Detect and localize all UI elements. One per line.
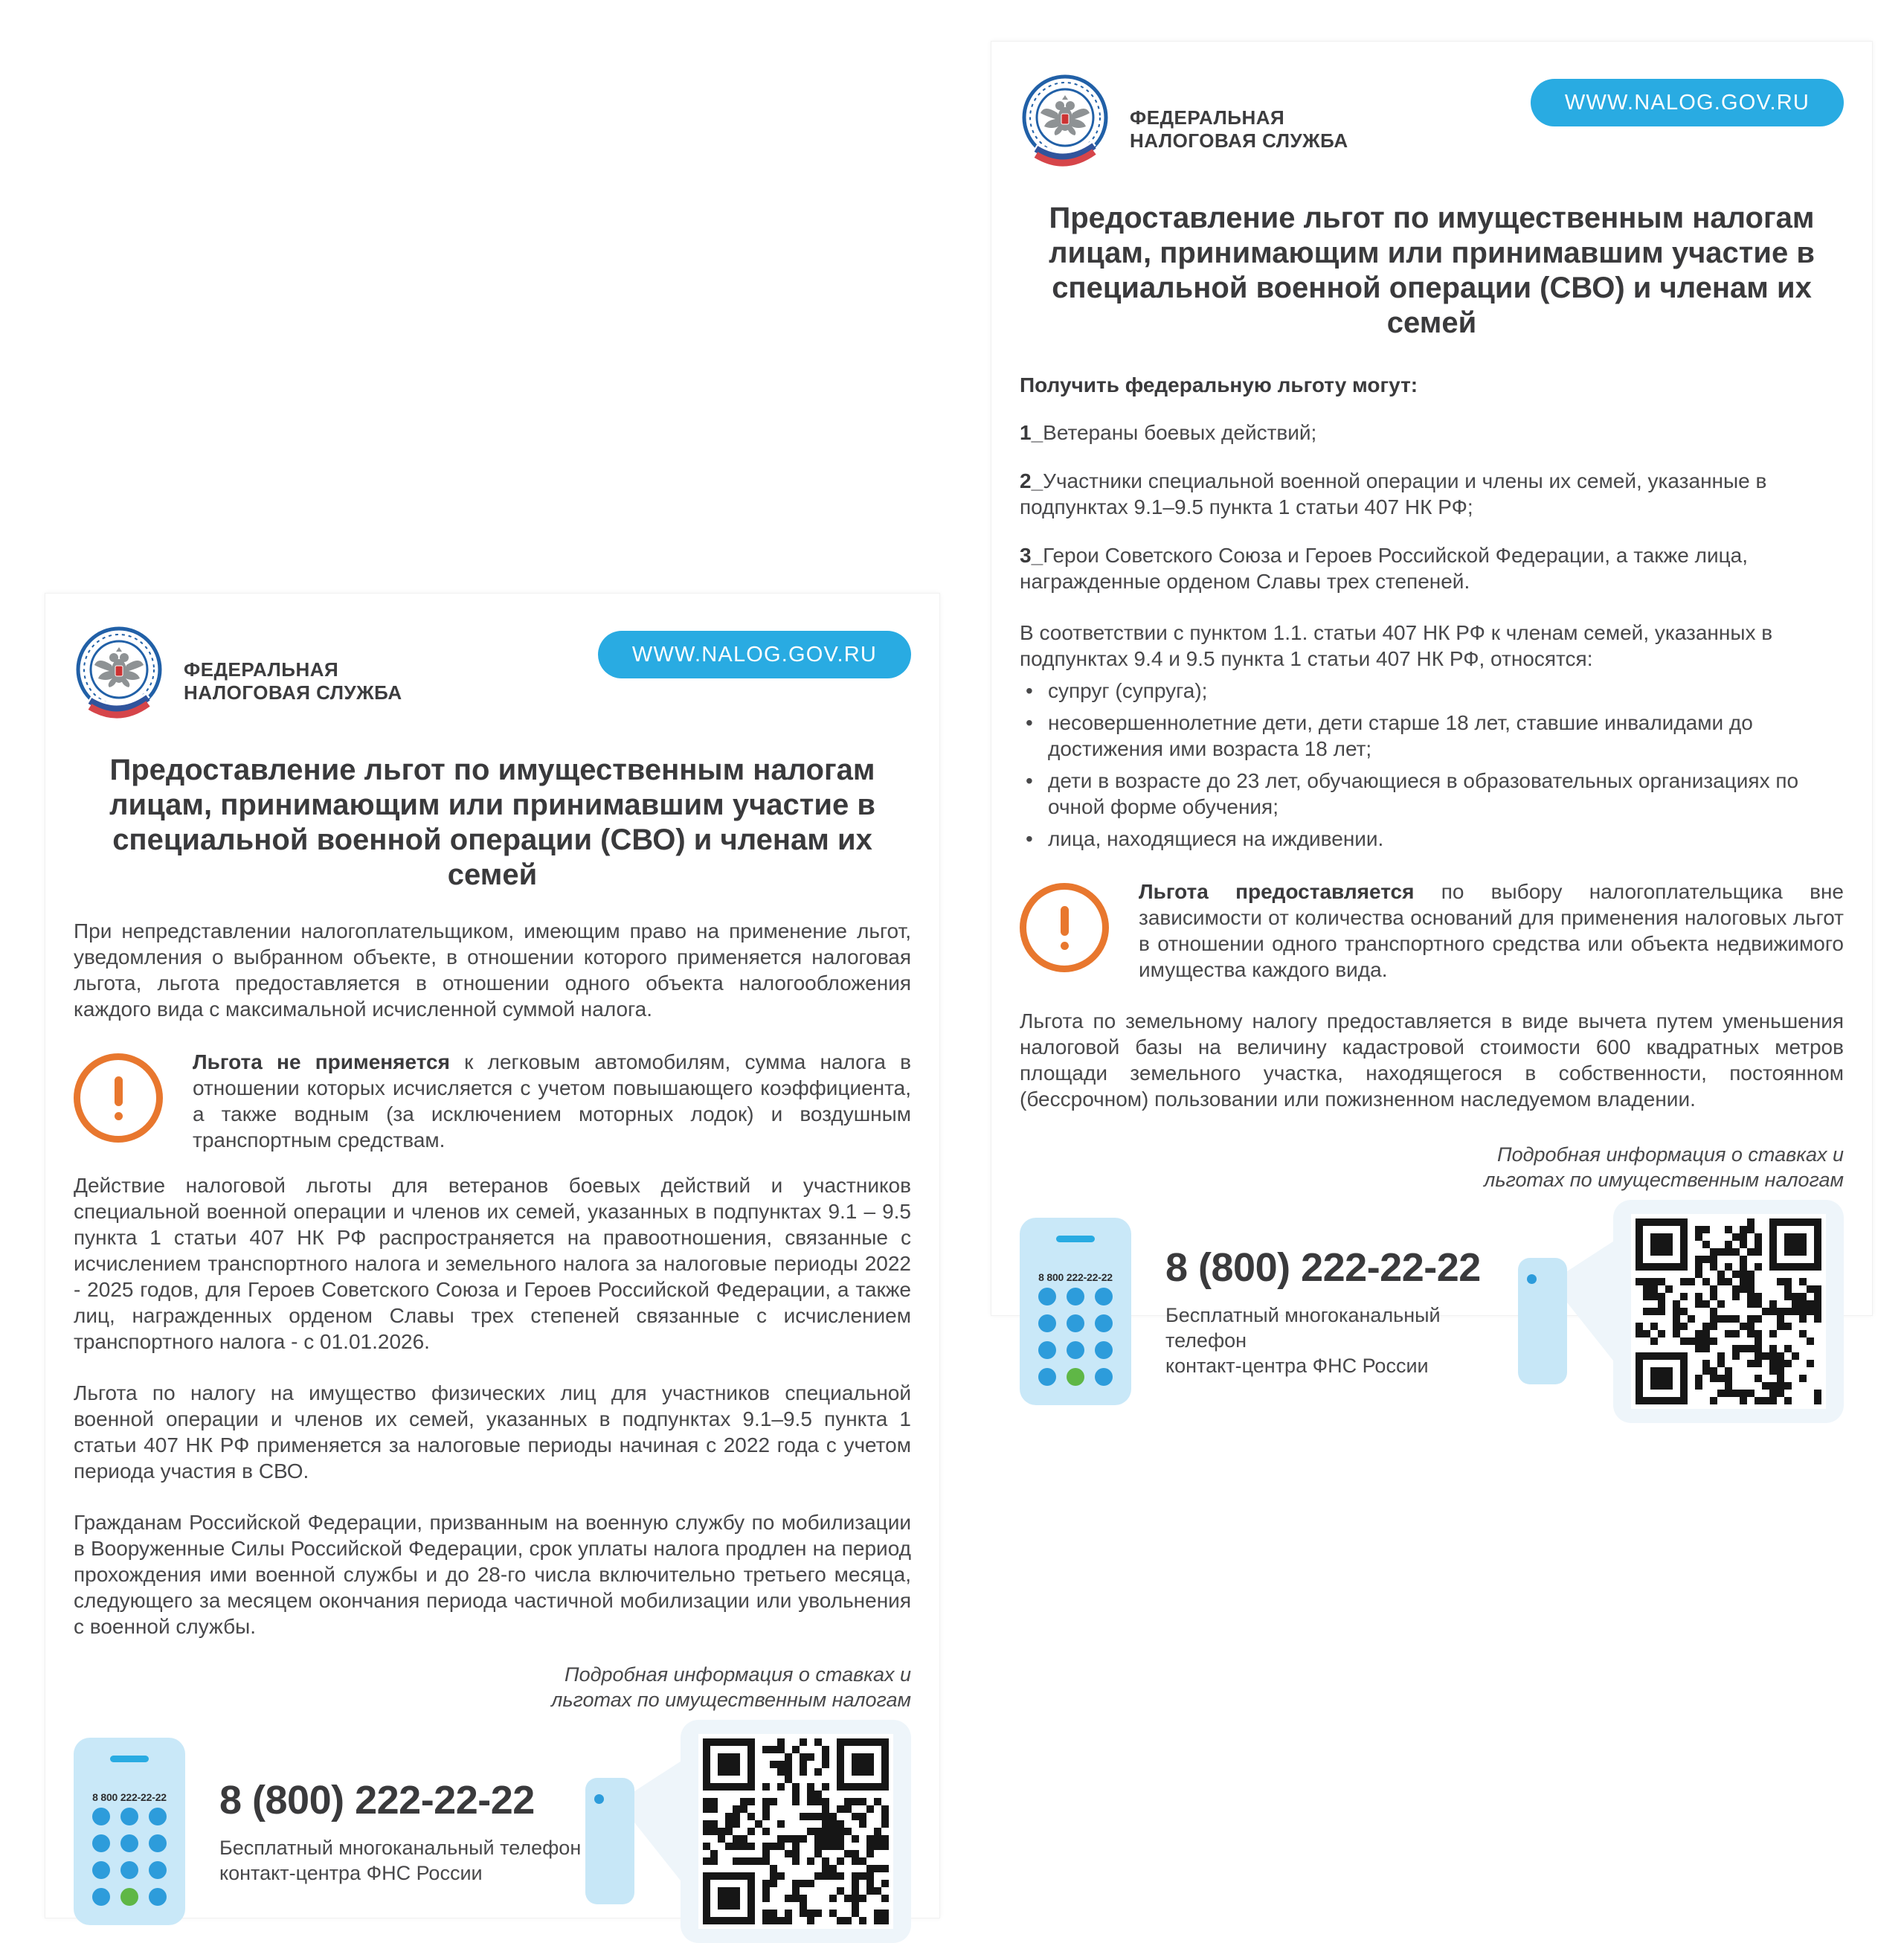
camera-dot-icon: [1527, 1274, 1537, 1284]
phone-caption-line1: Бесплатный многоканальный телефон: [1165, 1304, 1441, 1352]
smartphone-icon: [585, 1778, 634, 1904]
website-button[interactable]: WWW.NALOG.GOV.RU: [1531, 79, 1844, 126]
bullet-text: супруг (супруга);: [1048, 679, 1208, 702]
item-number: 2_: [1020, 469, 1043, 492]
phone-icon: [1020, 1218, 1131, 1405]
phone-speaker-slot: [1056, 1236, 1095, 1242]
warning-text: [1139, 879, 1844, 983]
qr-caption-line2: льготах по имущественным налогам: [1484, 1169, 1844, 1191]
agency-line1: ФЕДЕРАЛЬНАЯ: [1130, 106, 1285, 129]
title-line2: лицам, принимающим или принимавшим участие в: [1049, 237, 1815, 269]
smartphone-icon: [1518, 1258, 1567, 1384]
phone-speaker-slot: [110, 1756, 149, 1762]
qr-caption-line1: Подробная информация о ставках и: [1497, 1143, 1844, 1166]
bullet-text: несовершеннолетние дети, дети старше 18 лет, ставшие инвалидами до достижения ими возраста 18 лет;: [1048, 711, 1753, 760]
qr-caption-line2: льготах по имущественным налогам: [551, 1689, 911, 1711]
contact-row: [74, 1720, 911, 1943]
fns-logo-icon: [74, 626, 164, 736]
warning-bold-text: Льгота предоставляется: [1139, 880, 1415, 903]
bullet-text: лица, находящиеся на иждивении.: [1048, 827, 1384, 850]
page-header: [74, 626, 911, 736]
phone-info: [1165, 1245, 1518, 1378]
page-header: [1020, 74, 1844, 184]
qr-caption: [1020, 1142, 1844, 1192]
paragraph-property-tax: Льгота по налогу на имущество физических лиц для участников специальной военной операции и членов их семей, указанных в подпунктах 9.1–9.5 пункта 1 статьи 407 НК РФ применяется за налоговые периоды начиная с 2022 года с учетом периода участия в СВО.: [74, 1381, 911, 1483]
phone-number: 8 (800) 222-22-22: [219, 1778, 535, 1822]
agency-name: [1130, 106, 1348, 152]
family-bullet-list: [1020, 678, 1844, 852]
list-item: [1020, 826, 1844, 852]
phone-info: [219, 1777, 581, 1886]
bullet-icon: •: [1026, 679, 1033, 702]
agency-name: [184, 658, 402, 704]
phone-keypad-dots: [1038, 1288, 1113, 1386]
qr-block: [1518, 1200, 1844, 1423]
bullet-text: дети в возрасте до 23 лет, обучающиеся в образовательных организациях по очной форме обучения;: [1048, 769, 1799, 818]
phone-icon: [74, 1738, 185, 1925]
list-item-3: [1020, 542, 1844, 594]
item-text: Ветераны боевых действий;: [1043, 421, 1317, 444]
page-title: [1020, 201, 1844, 341]
land-tax-paragraph: Льгота по земельному налогу предоставляется в виде вычета путем уменьшения налоговой базы на величину кадастровой стоимости 600 квадратных метров площади земельного участка, находящегося в собственности, постоянном (бессрочном) пользовании или пожизненном наследуемом владении.: [1020, 1009, 1844, 1111]
title-line3: специальной военной операции (СВО) и членам их семей: [112, 823, 872, 891]
agency-line2: НАЛОГОВАЯ СЛУЖБА: [1130, 129, 1348, 152]
qr-code: [1631, 1214, 1826, 1409]
page-left: [45, 593, 940, 1918]
page-title: [74, 753, 911, 893]
phone-caption-line2: контакт-центра ФНС России: [219, 1862, 483, 1884]
item-text: Герои Советского Союза и Героев Российской Федерации, а также лица, награжденные орденом Славы трех степеней.: [1020, 544, 1748, 593]
family-intro: В соответствии с пунктом 1.1. статьи 407 НК РФ к членам семей, указанных в подпунктах 9.4 и 9.5 пункта 1 статьи 407 НК РФ, относятся:: [1020, 621, 1773, 670]
phone-caption-line1: Бесплатный многоканальный телефон: [219, 1837, 582, 1859]
list-item-1: [1020, 420, 1844, 446]
bullet-icon: •: [1026, 827, 1033, 850]
warning-text: [193, 1049, 911, 1153]
warning-block: [1020, 879, 1844, 983]
warning-rest-text: к легковым автомобилям, сумма налога в отношении которых исчисляется с учетом повышающего коэффициента, а также водным (за исключением моторных лодок) и воздушным транспортным средствам.: [193, 1050, 911, 1152]
item-number: 1_: [1020, 421, 1043, 444]
paragraph-notification: При непредставлении налогоплательщиком, имеющим право на применение льгот, уведомления о выбранном объекте, в отношении которого применяется налоговая льгота, льгота предоставляется в отношении одного объекта налогообложения каждого вида с максимальной исчисленной суммой налога.: [74, 919, 911, 1021]
page-right: [991, 41, 1873, 1377]
website-button[interactable]: WWW.NALOG.GOV.RU: [598, 631, 911, 678]
agency-line2: НАЛОГОВАЯ СЛУЖБА: [184, 681, 402, 704]
warning-bold-text: Льгота не применяется: [193, 1050, 450, 1073]
warning-rest-text: по выбору налогоплательщика вне зависимости от количества оснований для применения налоговых льгот в отношении одного транспортного средства или объекта недвижимого имущества каждого вида.: [1139, 880, 1844, 981]
paragraph-benefit-periods: Действие налоговой льготы для ветеранов боевых действий и участников специальной военной операции и членов их семей, указанных в подпунктах 9.1 – 9.5 пункта 1 статьи 407 НК РФ распространяется на правоотношения, связанные с исчислением транспортного налога и земельного налога за налоговые периоды 2022 - 2025 годов, для Героев Советского Союза и Героев Российской Федерации, а также лиц, награжденных орденом Славы трех степеней связанные с исчислением транспортного налога - с 01.01.2026.: [74, 1174, 911, 1353]
fns-logo-icon: [1020, 74, 1110, 184]
list-item: [1020, 678, 1844, 704]
contact-row: [1020, 1200, 1844, 1423]
exclamation-icon: [74, 1053, 163, 1143]
qr-block: [585, 1720, 911, 1943]
bullet-icon: •: [1026, 711, 1033, 734]
qr-panel: [1613, 1200, 1844, 1423]
title-line3: специальной военной операции (СВО) и членам их семей: [1052, 272, 1812, 339]
paragraph-mobilization: Гражданам Российской Федерации, призванным на военную службу по мобилизации в Вооруженные Силы Российской Федерации, срок уплаты налога продлен на период прохождения ими военной службы и до 28-го числа включительно третьего месяца, следующего за месяцем окончания периода частичной мобилизации или увольнения с военной службы.: [74, 1511, 911, 1638]
item-text: Участники специальной военной операции и члены их семей, указанные в подпунктах 9.1–9.5 пункта 1 статьи 407 НК РФ;: [1020, 469, 1767, 518]
title-line1: Предоставление льгот по имущественным налогам: [109, 754, 875, 786]
bullet-icon: •: [1026, 769, 1033, 792]
qr-caption: [74, 1662, 911, 1712]
phone-caption-line2: контакт-центра ФНС России: [1165, 1355, 1429, 1377]
eligibility-heading: Получить федеральную льготу могут:: [1020, 373, 1418, 396]
qr-code: [698, 1734, 893, 1929]
phone-caption: [219, 1835, 581, 1886]
qr-caption-line1: Подробная информация о ставках и: [565, 1663, 911, 1686]
phone-icon-label: 8 800 222-22-22: [92, 1791, 167, 1803]
title-line1: Предоставление льгот по имущественным налогам: [1049, 202, 1815, 234]
phone-keypad-dots: [92, 1808, 167, 1906]
agency-line1: ФЕДЕРАЛЬНАЯ: [184, 658, 339, 681]
item-number: 3_: [1020, 544, 1043, 567]
phone-caption: [1165, 1303, 1518, 1378]
qr-panel: [681, 1720, 911, 1943]
camera-dot-icon: [594, 1794, 604, 1804]
title-line2: лицам, принимающим или принимавшим участие в: [109, 789, 875, 821]
list-item-2: [1020, 468, 1844, 520]
phone-icon-label: 8 800 222-22-22: [1038, 1271, 1113, 1283]
exclamation-icon: [1020, 883, 1109, 972]
warning-block: [74, 1049, 911, 1153]
list-item: [1020, 710, 1844, 762]
phone-number: 8 (800) 222-22-22: [1165, 1245, 1481, 1290]
list-item: [1020, 768, 1844, 820]
